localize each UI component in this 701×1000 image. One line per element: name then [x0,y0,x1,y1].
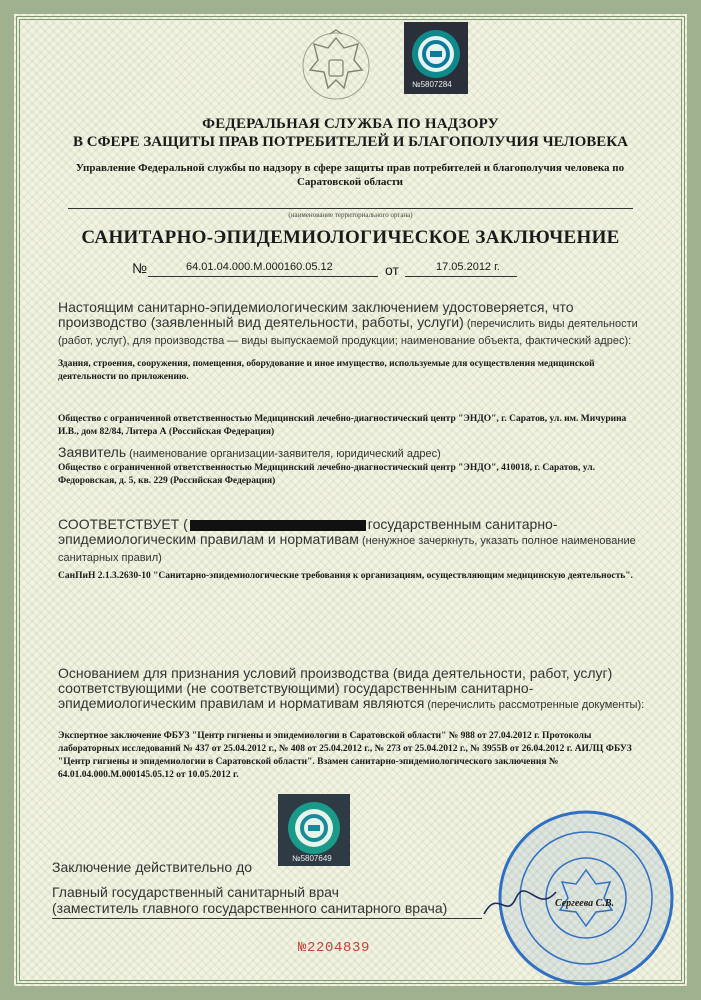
basis-hint: (перечислить рассмотренные документы): [424,699,645,711]
basis-documents: Экспертное заключение ФБУЗ "Центр гигиены и эпидемиологии в Саратовской области" № 988 от 27.04.2012 г. Протоколы лабораторных исследований № 437 от 25.04.2012 г., № 408 от 25.04.2012 г., № 273 от 25.04.2012 г., № 3955В от 26.04.2012 г. АИЛЦ ФБУЗ "Центр гигиены и эпидемиологии в Саратовской области". Взамен санитарно-эпидемиологического заключения № 64.01.04.000.М.000145.05.12 от 10.05.2012 г. [58,731,632,780]
handwritten-signature [480,884,560,924]
conforms-text: государственным санитарно-эпидемиологическим правилам и нормативам [58,516,558,547]
signatory-name: Сергеева С.В. [555,898,614,909]
document-title: САНИТАРНО-ЭПИДЕМИОЛОГИЧЕСКОЕ ЗАКЛЮЧЕНИЕ [81,227,620,248]
conforms-hint: (ненужное зачеркнуть, указать полное наименование санитарных правил) [58,535,636,564]
applicant-hint: (наименование организации-заявителя, юридический адрес) [126,448,441,460]
department-caption: (наименование территориального органа) [288,211,413,219]
basis-text: Основанием для признания условий производства (вида деятельности, работ, услуг) соответствующими (не соответствующими) государственным санитарно-эпидемиологическим правилам и нормативам являются [58,665,613,711]
doctor-line2: (заместитель главного государственного санитарного врача) [52,900,448,916]
number-underline [148,276,378,277]
hologram-code-bottom: №5807649 [292,854,332,863]
serial-number: №2204839 [298,940,371,956]
facility-text: Общество с ограниченной ответственностью Медицинский лечебно-диагностический центр "ЭНДО", г. Саратов, ул. им. Мичурина И.В., дом 82/84, Литера А (Российская Федерация) [58,414,627,437]
coat-of-arms-emblem [300,26,372,106]
issue-date: 17.05.2012 г. [436,261,500,273]
doctor-line1: Главный государственный санитарный врач [52,884,339,900]
date-underline [405,276,517,277]
agency-title-line1: ФЕДЕРАЛЬНАЯ СЛУЖБА ПО НАДЗОРУ [202,116,499,132]
applicant-text: Общество с ограниченной ответственностью Медицинский лечебно-диагностический центр "ЭНДО", 410018, г. Саратов, ул. Федоровская, д. 5, кв. 229 (Российская Федерация) [58,463,595,486]
department-underline [68,208,633,209]
applicant-heading [58,445,648,462]
intro-paragraph [58,300,648,349]
hologram-code-top: №5807284 [412,80,452,89]
territorial-department: Управление Федеральной службы по надзору в сфере защиты прав потребителей и благополучия человека по Саратовской области [75,162,625,188]
redacted-strikeout [190,520,366,531]
number-label: № [132,260,148,276]
conforms-word: СООТВЕТСТВУЕТ ( [58,516,188,532]
certificate-number: 64.01.04.000.М.000160.05.12 [186,261,333,273]
sanpin-text: СанПиН 2.1.3.2630-10 "Санитарно-эпидемиологические требования к организациям, осуществляющим медицинскую деятельность". [58,571,633,581]
activity-text: Здания, строения, сооружения, помещения, оборудование и иное имущество, используемые для осуществления медицинской деятельности по приложению. [58,359,595,382]
date-from-label: от [385,262,399,278]
signature-line [52,918,482,919]
intro-hint: (перечислить виды деятельности (работ, услуг), для производства — виды выпускаемой продукции; наименование объекта, фактический адрес): [58,318,638,347]
validity-label: Заключение действительно до [52,859,253,875]
agency-title-line2: В СФЕРЕ ЗАЩИТЫ ПРАВ ПОТРЕБИТЕЛЕЙ И БЛАГОПОЛУЧИЯ ЧЕЛОВЕКА [73,134,628,150]
applicant-label: Заявитель [58,444,127,460]
conformity-statement [58,517,648,566]
intro-text: Настоящим санитарно-эпидемиологическим заключением удостоверяется, что производство (заявленный вид деятельности, работы, услуги) [58,299,574,330]
chief-doctor-title [52,884,447,916]
basis-paragraph [58,666,648,713]
